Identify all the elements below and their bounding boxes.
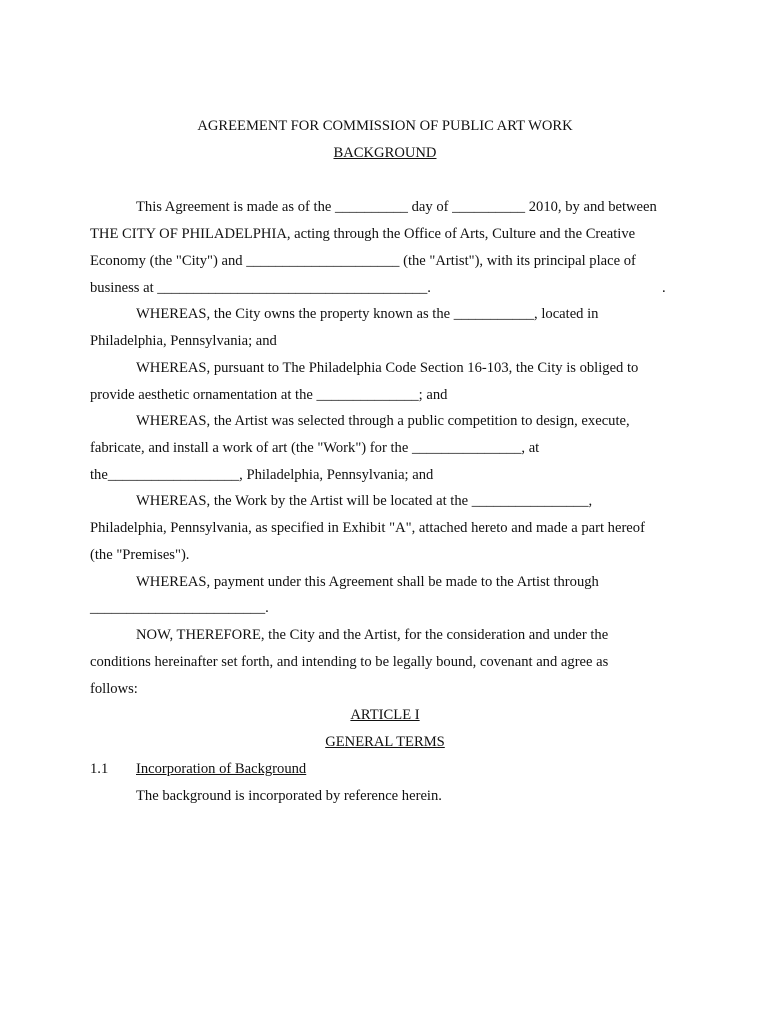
document-title: AGREEMENT FOR COMMISSION OF PUBLIC ART WORK (197, 118, 573, 134)
section-number: 1.1 (90, 761, 109, 777)
section-title: Incorporation of Background (136, 761, 307, 777)
paragraph-line: provide aesthetic ornamentation at the ______________; and (90, 387, 448, 403)
article-heading: ARTICLE I (350, 707, 420, 723)
background-heading: BACKGROUND (333, 145, 437, 161)
paragraph-line: ________________________. (90, 600, 269, 616)
paragraph-line: Economy (the "City") and _____________________ (the "Artist"), with its principal place of (90, 253, 636, 269)
paragraph-line: WHEREAS, payment under this Agreement shall be made to the Artist through (136, 574, 599, 590)
article-subheading: GENERAL TERMS (325, 734, 445, 750)
paragraph-line: WHEREAS, the Work by the Artist will be located at the ________________, (136, 493, 593, 509)
paragraph-line: This Agreement is made as of the __________ day of __________ 2010, by and between (136, 199, 657, 215)
paragraph-line: THE CITY OF PHILADELPHIA, acting through the Office of Arts, Culture and the Creative (90, 226, 636, 242)
paragraph-line: follows: (90, 681, 138, 697)
paragraph-line: WHEREAS, the Artist was selected through a public competition to design, execute, (136, 413, 630, 429)
paragraph-line: business at _____________________________________. (90, 280, 431, 296)
paragraph-line: WHEREAS, pursuant to The Philadelphia Code Section 16-103, the City is obliged to (136, 360, 639, 376)
paragraph-line: fabricate, and install a work of art (the "Work") for the _______________, at (90, 440, 540, 456)
paragraph-line: the__________________, Philadelphia, Pennsylvania; and (90, 467, 434, 483)
paragraph-line: conditions hereinafter set forth, and intending to be legally bound, covenant and agree as (90, 654, 609, 670)
paragraph-line: WHEREAS, the City owns the property known as the ___________, located in (136, 306, 599, 322)
stray-period: . (662, 280, 666, 296)
paragraph-line: (the "Premises"). (90, 547, 190, 563)
paragraph-line: Philadelphia, Pennsylvania, as specified in Exhibit "A", attached hereto and made a part hereof (90, 520, 645, 536)
paragraph-line: NOW, THEREFORE, the City and the Artist, for the consideration and under the (136, 627, 609, 643)
paragraph-line: Philadelphia, Pennsylvania; and (90, 333, 277, 349)
section-body: The background is incorporated by reference herein. (136, 788, 442, 804)
